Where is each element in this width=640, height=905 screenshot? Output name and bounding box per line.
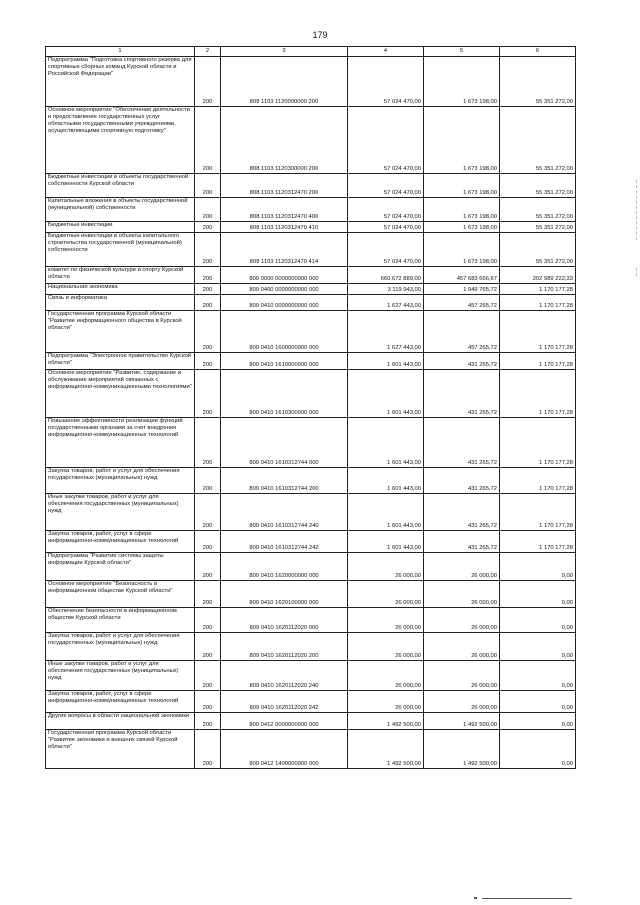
table-row [46,222,576,233]
row-value-3-cell: 0,00 [500,713,576,730]
row-grbs-cell: 200 [195,418,221,468]
row-value-3-cell: 0,00 [500,661,576,691]
row-name-cell: Государственная программа Курской области "Развитие информационного общества в Курской области" [46,311,195,353]
row-grbs-cell: 200 [195,691,221,713]
row-name-cell: Подпрограмма "Электронное правительство Курской области" [46,353,195,370]
row-grbs-cell: 200 [195,633,221,661]
row-value-2-cell: 26 000,00 [424,633,500,661]
row-name-cell: Подпрограмма "Подготовка спортивного резерва для спортивных сборных команд Курской области и Российской Федерации" [46,57,195,107]
table-row [46,233,576,267]
row-value-3-cell: 0,00 [500,633,576,661]
row-value-2-cell: 431 265,72 [424,418,500,468]
row-code-cell: 809 0000 0000000000 000 [221,267,348,284]
row-grbs-cell: 200 [195,295,221,311]
footer-mark [474,897,477,899]
row-value-1-cell: 1 601 443,00 [348,353,424,370]
row-code-cell: 809 0410 1600000000 000 [221,311,348,353]
row-code-cell: 809 0410 1610312744 200 [221,468,348,494]
row-name-cell: Основное мероприятие "Развитие, содержание и обслуживание мероприятий связанных с информационно-коммуникационными технологиями" [46,370,195,418]
row-value-1-cell: 1 601 443,00 [348,468,424,494]
row-name-cell: Закупка товаров, работ, услуг в сфере информационно-коммуникационных технологий [46,691,195,713]
row-value-2-cell: 1 949 765,72 [424,284,500,295]
table-row [46,633,576,661]
table-row [46,57,576,107]
row-value-3-cell: 1 170 177,28 [500,418,576,468]
row-value-3-cell: 55 351 272,00 [500,174,576,198]
row-value-3-cell: 55 351 272,00 [500,222,576,233]
row-grbs-cell: 200 [195,233,221,267]
table-row [46,553,576,581]
row-grbs-cell: 200 [195,608,221,633]
row-name-cell: Повышение эффективности реализации функций государственными органами за счет внедрения информационно-коммуникационных технологий [46,418,195,468]
budget-table [45,46,576,769]
row-value-1-cell: 57 024 470,00 [348,107,424,174]
row-grbs-cell: 200 [195,531,221,553]
row-grbs-cell: 200 [195,370,221,418]
row-name-cell: Бюджетные инвестиции [46,222,195,233]
row-value-3-cell: 0,00 [500,730,576,769]
row-code-cell: 809 0410 1620112020 200 [221,633,348,661]
row-grbs-cell: 200 [195,581,221,608]
row-grbs-cell: 200 [195,311,221,353]
row-grbs-cell: 200 [195,107,221,174]
row-grbs-cell: 200 [195,661,221,691]
row-code-cell: 808 1103 1120300000 200 [221,107,348,174]
row-value-3-cell: 1 170 177,28 [500,370,576,418]
table-row [46,581,576,608]
row-name-cell: комитет по физической культуре и спорту Курской области [46,267,195,284]
row-code-cell: 809 0410 1620000000 000 [221,553,348,581]
row-code-cell: 809 0410 1620112020 242 [221,691,348,713]
row-grbs-cell: 200 [195,284,221,295]
table-row [46,311,576,353]
row-code-cell: 809 0410 1610312744 240 [221,494,348,531]
row-value-1-cell: 1 601 443,00 [348,494,424,531]
row-value-1-cell: 26 000,00 [348,553,424,581]
row-name-cell: Государственная программа Курской области "Развитие экономики и внешних связей Курской области" [46,730,195,769]
row-value-1-cell: 26 000,00 [348,691,424,713]
row-value-2-cell: 1 673 198,00 [424,233,500,267]
row-grbs-cell: 200 [195,222,221,233]
row-grbs-cell: 200 [195,267,221,284]
row-value-2-cell: 431 265,72 [424,468,500,494]
row-value-2-cell: 1 673 198,00 [424,107,500,174]
row-name-cell: Основное мероприятие "Обеспечение деятельности и предоставление государственных услуг областными государственными учреждениями, осуществляющими спортивную подготовку" [46,107,195,174]
row-code-cell: 808 1103 1120312470 414 [221,233,348,267]
row-grbs-cell: 200 [195,468,221,494]
row-value-2-cell: 1 673 198,00 [424,198,500,222]
row-value-1-cell: 1 601 443,00 [348,531,424,553]
row-value-1-cell: 57 024 470,00 [348,57,424,107]
row-name-cell: Обеспечение безопасности в информационном обществе Курской области [46,608,195,633]
row-code-cell: 808 1103 1120312470 400 [221,198,348,222]
row-name-cell: Иные закупки товаров, работ и услуг для обеспечения государственных (муниципальных) нужд [46,661,195,691]
row-value-2-cell: 457 683 666,67 [424,267,500,284]
row-value-1-cell: 1 492 500,00 [348,730,424,769]
row-code-cell: 809 0410 1610000000 000 [221,353,348,370]
row-name-cell: Основное мероприятие "Безопасность в информационном обществе Курской области" [46,581,195,608]
table-row [46,468,576,494]
table-row [46,661,576,691]
row-value-2-cell: 26 000,00 [424,608,500,633]
column-header: 4 [348,47,424,57]
row-grbs-cell: 200 [195,730,221,769]
table-row [46,267,576,284]
column-header: 1 [46,47,195,57]
row-value-2-cell: 1 673 198,00 [424,174,500,198]
row-name-cell: Капитальные вложения в объекты государственной (муниципальной) собственности [46,198,195,222]
row-value-1-cell: 57 024 470,00 [348,198,424,222]
row-value-1-cell: 1 601 443,00 [348,418,424,468]
margin-mark [636,180,638,240]
row-code-cell: 809 0410 1620112020 000 [221,608,348,633]
row-value-1-cell: 57 024 470,00 [348,222,424,233]
row-code-cell: 809 0410 1610312744 242 [221,531,348,553]
row-value-1-cell: 3 119 943,00 [348,284,424,295]
row-value-1-cell: 26 000,00 [348,608,424,633]
table-row [46,198,576,222]
row-value-2-cell: 26 000,00 [424,661,500,691]
row-value-3-cell: 1 170 177,28 [500,311,576,353]
table-row [46,608,576,633]
row-grbs-cell: 200 [195,353,221,370]
row-value-3-cell: 0,00 [500,553,576,581]
row-name-cell: Связь и информатика [46,295,195,311]
row-code-cell: 809 0412 0000000000 000 [221,713,348,730]
row-value-3-cell: 55 351 272,00 [500,233,576,267]
row-code-cell: 809 0410 1620112020 240 [221,661,348,691]
row-value-2-cell: 1 492 500,00 [424,713,500,730]
row-code-cell: 809 0410 0000000000 000 [221,295,348,311]
row-grbs-cell: 200 [195,174,221,198]
table-row [46,730,576,769]
row-value-3-cell: 1 170 177,28 [500,494,576,531]
row-value-1-cell: 57 024 470,00 [348,174,424,198]
row-value-3-cell: 1 170 177,28 [500,531,576,553]
row-value-1-cell: 660 672 889,00 [348,267,424,284]
column-header: 5 [424,47,500,57]
row-code-cell: 809 0400 0000000000 000 [221,284,348,295]
row-name-cell: Закупка товаров, работ и услуг для обеспечения государственных (муниципальных) нужд [46,633,195,661]
row-code-cell: 809 0410 1610312744 000 [221,418,348,468]
column-header: 2 [195,47,221,57]
row-code-cell: 809 0412 1400000000 000 [221,730,348,769]
row-value-1-cell: 26 000,00 [348,581,424,608]
row-value-1-cell: 1 627 443,00 [348,311,424,353]
table-row [46,174,576,198]
row-value-1-cell: 26 000,00 [348,661,424,691]
table-header-row [46,47,576,57]
row-value-1-cell: 1 601 443,00 [348,370,424,418]
table-row [46,531,576,553]
row-value-2-cell: 431 265,72 [424,370,500,418]
row-value-2-cell: 26 000,00 [424,581,500,608]
row-value-3-cell: 1 170 177,28 [500,284,576,295]
column-header: 6 [500,47,576,57]
row-code-cell: 808 1103 1120312470 410 [221,222,348,233]
row-value-2-cell: 1 673 198,00 [424,57,500,107]
margin-mark [636,268,638,276]
row-value-1-cell: 26 000,00 [348,633,424,661]
row-value-3-cell: 55 351 272,00 [500,107,576,174]
row-value-3-cell: 1 170 177,28 [500,353,576,370]
row-value-3-cell: 0,00 [500,581,576,608]
row-code-cell: 809 0410 1610300000 000 [221,370,348,418]
row-value-1-cell: 1 492 500,00 [348,713,424,730]
table-row [46,494,576,531]
row-name-cell: Подпрограмма "Развитие системы защиты информации Курской области" [46,553,195,581]
row-name-cell: Закупка товаров, работ и услуг для обеспечения государственных (муниципальных) нужд [46,468,195,494]
row-value-3-cell: 0,00 [500,691,576,713]
row-name-cell: Другие вопросы в области национальной экономики [46,713,195,730]
row-grbs-cell: 200 [195,198,221,222]
row-grbs-cell: 200 [195,713,221,730]
table-row [46,107,576,174]
row-value-3-cell: 1 170 177,28 [500,295,576,311]
row-grbs-cell: 200 [195,57,221,107]
row-value-2-cell: 457 265,72 [424,295,500,311]
row-grbs-cell: 200 [195,553,221,581]
table-row [46,418,576,468]
table-row [46,295,576,311]
row-value-2-cell: 431 265,72 [424,494,500,531]
row-value-1-cell: 1 627 443,00 [348,295,424,311]
row-value-2-cell: 431 265,72 [424,353,500,370]
row-value-2-cell: 1 492 500,00 [424,730,500,769]
row-value-2-cell: 431 265,72 [424,531,500,553]
row-value-3-cell: 55 351 272,00 [500,198,576,222]
row-code-cell: 808 1103 1120312470 200 [221,174,348,198]
page-number: 179 [312,30,328,40]
table-row [46,353,576,370]
row-value-3-cell: 55 351 272,00 [500,57,576,107]
row-name-cell: Иные закупки товаров, работ и услуг для обеспечения государственных (муниципальных) нужд [46,494,195,531]
row-value-2-cell: 26 000,00 [424,691,500,713]
row-name-cell: Бюджетные инвестиции в объекты капитального строительства государственной (муниципальной) собственности [46,233,195,267]
row-code-cell: 809 0410 1620100000 000 [221,581,348,608]
table-row [46,713,576,730]
table-row [46,691,576,713]
row-value-3-cell: 202 989 222,33 [500,267,576,284]
row-value-2-cell: 26 000,00 [424,553,500,581]
row-name-cell: Национальная экономика [46,284,195,295]
row-name-cell: Бюджетные инвестиции в объекты государственной собственности Курской области [46,174,195,198]
footer-rule [482,898,572,899]
table-row [46,370,576,418]
row-value-1-cell: 57 024 470,00 [348,233,424,267]
row-value-3-cell: 0,00 [500,608,576,633]
column-header: 3 [221,47,348,57]
row-value-2-cell: 1 673 198,00 [424,222,500,233]
table-row [46,284,576,295]
row-grbs-cell: 200 [195,494,221,531]
row-value-2-cell: 457 265,72 [424,311,500,353]
row-name-cell: Закупка товаров, работ, услуг в сфере информационно-коммуникационных технологий [46,531,195,553]
row-value-3-cell: 1 170 177,28 [500,468,576,494]
row-code-cell: 808 1103 1120000000 200 [221,57,348,107]
